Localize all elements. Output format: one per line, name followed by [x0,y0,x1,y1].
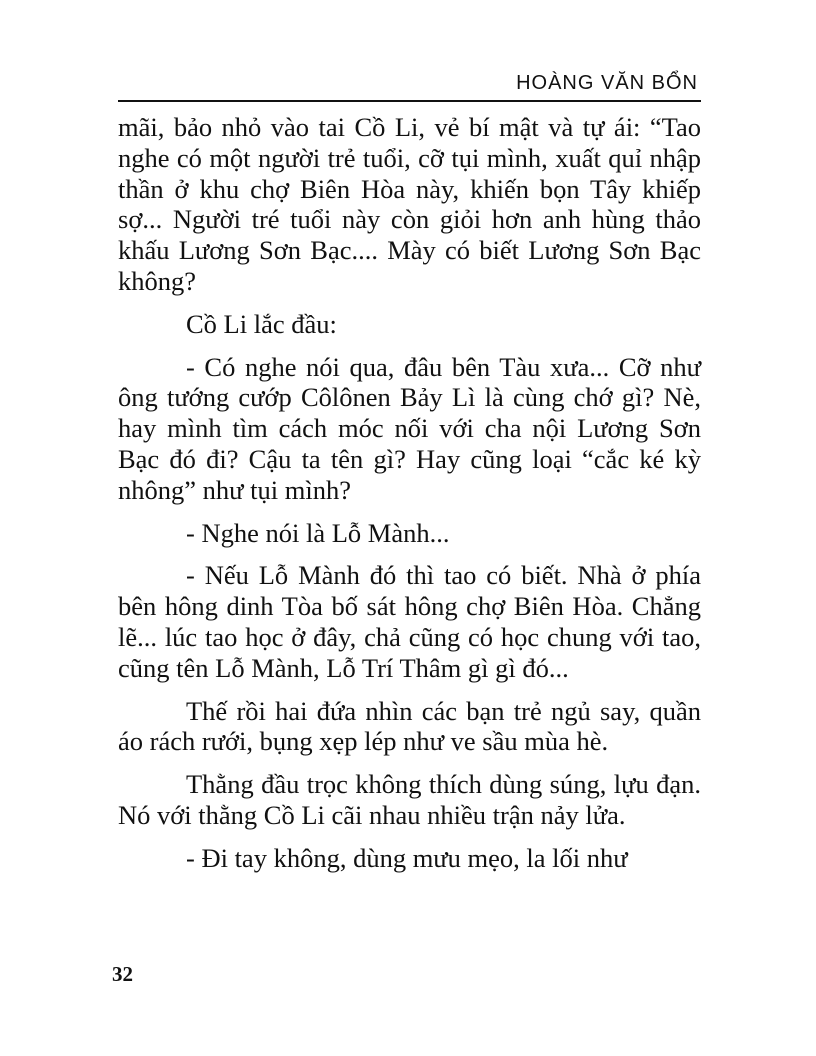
paragraph-continuation: mãi, bảo nhỏ vào tai Cồ Li, vẻ bí mật và tự ái: “Tao nghe có một người trẻ tuổi, cỡ tụi mình, xuất quỉ nhập thần ở khu chợ Biên Hòa này, khiến bọn Tây khiếp sợ... Người tré tuổi này còn giỏi hơn anh hùng thảo khấu Lương Sơn Bạc.... Mày có biết Lương Sơn Bạc không? [118,112,701,296]
header-rule [118,100,701,102]
running-head-title: HOÀNG VĂN BỔN [516,72,698,94]
body-text [118,112,701,886]
paragraph-dialogue-known: - Nếu Lỗ Mành đó thì tao có biết. Nhà ở phía bên hông dinh Tòa bố sát hông chợ Biên Hòa. Chẳng lẽ... lúc tao học ở đây, chả cũng có học chung với tao, cũng tên Lỗ Mành, Lỗ Trí Thâm gì gì đó... [118,560,701,683]
paragraph-narration-sleeping: Thế rồi hai đứa nhìn các bạn trẻ ngủ say, quần áo rách rưới, bụng xẹp lép như ve sầu mùa hè. [118,695,701,757]
paragraph-dialogue-luong-son-bac: - Có nghe nói qua, đâu bên Tàu xưa... Cỡ như ông tướng cướp Côlônen Bảy Lì là cùng chớ gì? Nè, hay mình tìm cách móc nối với cha nội Lương Sơn Bạc đó đi? Cậu ta tên gì? Hay cũng loại “cắc ké kỳ nhông” như tụi mình? [118,351,701,505]
paragraph-dialogue-lo-manh: - Nghe nói là Lỗ Mành... [186,517,450,548]
paragraph-dialogue-bare-hands: - Đi tay không, dùng mưu mẹo, la lối như [186,842,628,873]
paragraph-narration-argue: Thằng đầu trọc không thích dùng súng, lựu đạn. Nó với thằng Cồ Li cãi nhau nhiều trận nảy lửa. [118,769,701,830]
paragraph-coli-shakes-head: Cồ Li lắc đầu: [186,308,337,339]
page-number: 32 [112,962,133,986]
